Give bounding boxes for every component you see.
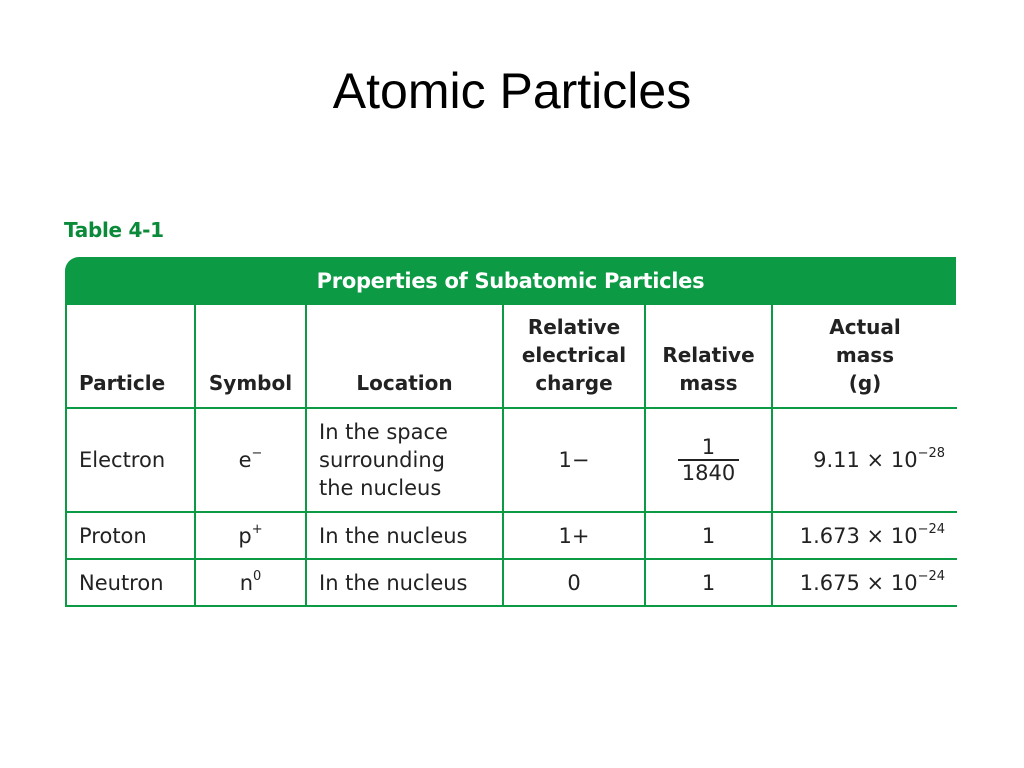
cell-relative-mass: 1: [645, 512, 772, 559]
symbol-base: e: [238, 448, 252, 472]
cell-actual-mass: [772, 559, 957, 606]
actual-mass-base: 9.11 × 10: [813, 448, 918, 472]
actual-mass-base: 1.673 × 10: [799, 523, 918, 548]
col-header-particle: Particle: [66, 305, 195, 408]
fraction-numerator: 1: [678, 435, 739, 461]
col-header-actual-mass-line: mass: [835, 343, 895, 367]
cell-charge: 1−: [503, 408, 645, 512]
symbol-superscript: +: [251, 521, 263, 537]
cell-symbol: [195, 512, 306, 559]
symbol-base: n: [239, 570, 254, 595]
col-header-relative-mass-line: Relative: [662, 343, 755, 367]
cell-location: In the nucleus: [306, 512, 503, 559]
table-header-row: [66, 305, 957, 408]
cell-symbol: [195, 559, 306, 606]
cell-charge: 1+: [503, 512, 645, 559]
col-header-actual-mass-line: Actual: [829, 315, 901, 339]
location-line: the nucleus: [319, 476, 442, 500]
actual-mass-base: 1.675 × 10: [799, 570, 918, 595]
cell-charge: 0: [503, 559, 645, 606]
table-row-electron: [66, 408, 957, 512]
table-label: Table 4-1: [64, 218, 164, 242]
col-header-relative-mass-line: mass: [679, 371, 738, 395]
cell-relative-mass: [645, 408, 772, 512]
col-header-charge-line: Relative: [527, 315, 621, 339]
symbol-superscript: −: [251, 446, 263, 461]
slide-title: Atomic Particles: [332, 63, 692, 119]
cell-particle: Neutron: [66, 559, 195, 606]
cell-actual-mass: [772, 512, 957, 559]
table-caption: Properties of Subatomic Particles: [65, 257, 956, 305]
cell-particle: Electron: [66, 408, 195, 512]
table-row-proton: [66, 512, 957, 559]
actual-mass-exponent: −24: [917, 568, 945, 584]
col-header-location: Location: [306, 305, 503, 408]
cell-location: In the nucleus: [306, 559, 503, 606]
col-header-actual-mass-line: (g): [848, 371, 882, 395]
col-header-charge-line: charge: [535, 371, 613, 395]
location-line: surrounding: [319, 448, 445, 472]
col-header-symbol: Symbol: [195, 305, 306, 408]
cell-symbol: [195, 408, 306, 512]
actual-mass-exponent: −28: [917, 446, 945, 461]
subatomic-particles-table: [65, 305, 957, 607]
col-header-charge-line: electrical: [521, 343, 627, 367]
properties-table: [65, 257, 956, 607]
cell-location: [306, 408, 503, 512]
location-line: In the space: [319, 420, 448, 444]
symbol-superscript: 0: [253, 568, 262, 584]
col-header-relative-mass: [645, 305, 772, 408]
col-header-actual-mass: [772, 305, 957, 408]
symbol-base: p: [238, 523, 252, 548]
actual-mass-exponent: −24: [917, 521, 945, 537]
cell-actual-mass: [772, 408, 957, 512]
table-row-neutron: [66, 559, 957, 606]
cell-particle: Proton: [66, 512, 195, 559]
cell-relative-mass: 1: [645, 559, 772, 606]
fraction: [678, 435, 739, 485]
fraction-denominator: 1840: [681, 461, 736, 485]
col-header-charge: [503, 305, 645, 408]
